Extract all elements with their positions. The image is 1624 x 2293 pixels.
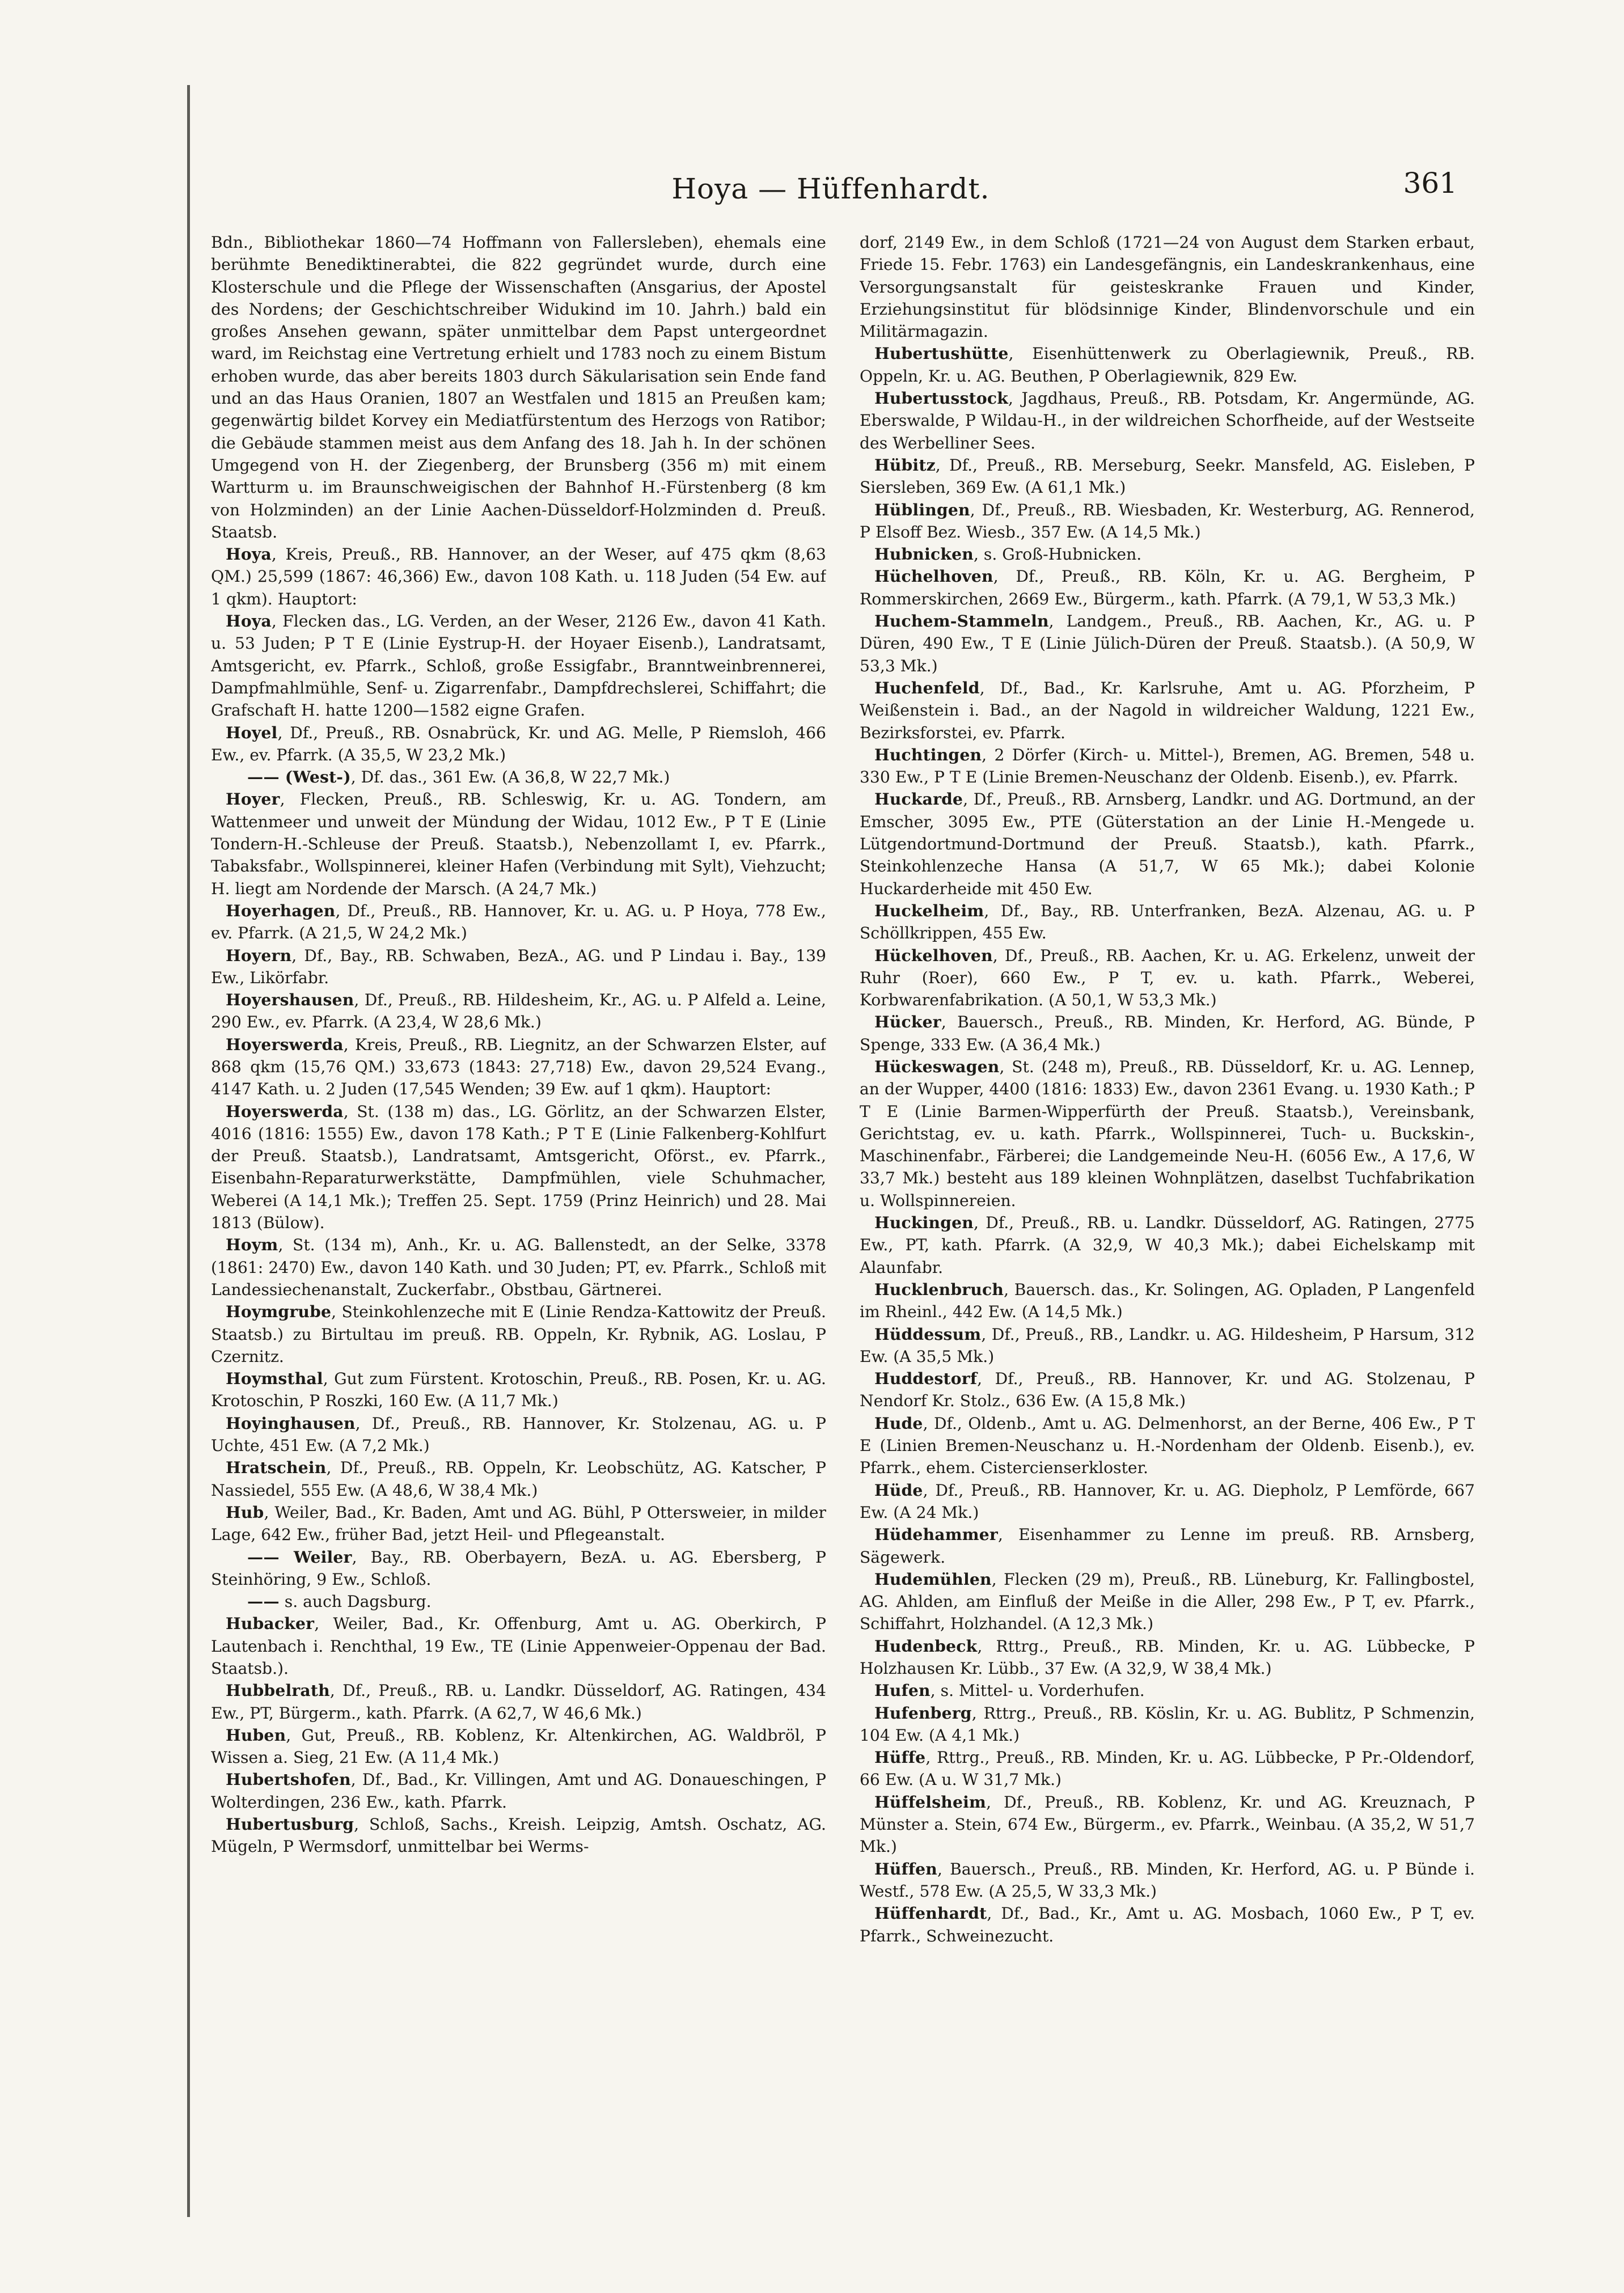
- running-header: [204, 169, 1457, 209]
- entry-text: , St. (248 m), Preuß., RB. Düsseldorf, Kr. u. AG. Lennep, an der Wupper, 4400 (1816: 1833) Ew., davon 2361 Evang. u. 1930 Kath.; P T E (Linie Barmen-Wipperfürth der Preuß. Staatsb.), Vereinsbank, Gerichtstag, ev. u. kath. Pfarrk., Wollspinnerei, Tuch- u. Buckskin-, Maschinenfabr., Färberei; die Landgemeinde Neu-H. (6056 Ew., A 17,6, W 33,7 Mk.) besteht aus 189 kleinen Wohnplätzen, daselbst Tuchfabrikation u. Wollspinnereien.: [860, 1057, 1475, 1210]
- entry-headword: Hubacker: [226, 1614, 315, 1634]
- entry-text: , Bay., RB. Oberbayern, BezA. u. AG. Ebersberg, P Steinhöring, 9 Ew., Schloß.: [211, 1547, 826, 1589]
- entry-headword: Hubertusstock: [874, 389, 1008, 408]
- entry-headword: Hoyer: [226, 790, 280, 809]
- entry-text: , Gut, Preuß., RB. Koblenz, Kr. Altenkirchen, AG. Waldbröl, P Wissen a. Sieg, 21 Ew. (A 11,4 Mk.): [211, 1725, 826, 1767]
- dictionary-entry: [860, 1524, 1475, 1568]
- entry-headword: Hudenbeck: [874, 1636, 978, 1656]
- dictionary-entry: [211, 1813, 826, 1858]
- dictionary-entry: [860, 788, 1475, 899]
- dictionary-entry: [860, 454, 1475, 499]
- dictionary-entry: [860, 677, 1475, 744]
- dictionary-entry: [211, 766, 826, 788]
- dictionary-entry: [211, 1457, 826, 1501]
- entry-headword: Hüde: [874, 1480, 923, 1500]
- entry-text: , Df., Bad., Kr. Villingen, Amt und AG. Donaueschingen, P Wolterdingen, 236 Ew., kath. Pfarrk.: [211, 1770, 826, 1812]
- entry-text: , Rttrg., Preuß., RB. Köslin, Kr. u. AG. Bublitz, P Schmenzin, 104 Ew. (A 4,1 Mk.): [860, 1703, 1475, 1745]
- entry-text: , Eisenhammer zu Lenne im preuß. RB. Arnsberg, Sägewerk.: [860, 1525, 1475, 1567]
- dictionary-entry: [211, 1234, 826, 1301]
- entry-text: , Df., Preuß., RB. Merseburg, Seekr. Mansfeld, AG. Eisleben, P Siersleben, 369 Ew. (A 61,1 Mk.): [860, 455, 1475, 497]
- dictionary-entry: [211, 1546, 826, 1591]
- entry-text: , Df., Bay., RB. Schwaben, BezA., AG. und P Lindau i. Bay., 139 Ew., Likörfabr.: [211, 946, 826, 987]
- entry-text: , Df., Preuß., RB. u. Landkr. Düsseldorf, AG. Ratingen, 2775 Ew., PT, kath. Pfarrk. (A 32,9, W 40,3 Mk.); dabei Eichelskamp mit Alaunfabr.: [860, 1213, 1475, 1277]
- dictionary-entry: [211, 1590, 826, 1613]
- entry-headword: Hoyern: [226, 946, 292, 965]
- entry-headword: Hüffelsheim: [874, 1792, 987, 1812]
- entry-headword: Hubbelrath: [226, 1681, 330, 1700]
- entry-headword: Hoyershausen: [226, 991, 354, 1010]
- dictionary-entry: [860, 1746, 1475, 1791]
- entry-headword: Hüddessum: [874, 1325, 982, 1344]
- entry-text: , Df., Preuß., RB. Köln, Kr. u. AG. Bergheim, P Rommerskirchen, 2669 Ew., Bürgerm., kath. Pfarrk. (A 79,1, W 53,3 Mk.): [860, 567, 1475, 608]
- entry-text: , Bauersch., Preuß., RB. Minden, Kr. Herford, AG. Bünde, P Spenge, 333 Ew. (A 36,4 Mk.): [860, 1013, 1475, 1054]
- dictionary-entry: [860, 543, 1475, 565]
- entry-text: , Eisenhüttenwerk zu Oberlagiewnik, Preuß., RB. Oppeln, Kr. u. AG. Beuthen, P Oberlagiewnik, 829 Ew.: [860, 344, 1475, 386]
- entry-text: , Flecken (29 m), Preuß., RB. Lüneburg, Kr. Fallingbostel, AG. Ahlden, am Einfluß der Meiße in die Aller, 298 Ew., P T, ev. Pfarrk., Schiffahrt, Holzhandel. (A 12,3 Mk.): [860, 1569, 1475, 1634]
- dictionary-entry: [860, 744, 1475, 789]
- dictionary-entry: [860, 1056, 1475, 1212]
- entry-text: , Weiler, Bad., Kr. Baden, Amt und AG. Bühl, P Ottersweier, in milder Lage, 642 Ew., früher Bad, jetzt Heil- und Pflegeanstalt.: [211, 1503, 826, 1545]
- entry-headword: Hubnicken: [874, 545, 974, 564]
- dictionary-entry: [860, 1902, 1475, 1947]
- dictionary-entry: [860, 945, 1475, 1012]
- right-column: [860, 231, 1475, 2171]
- dictionary-entry: [860, 900, 1475, 945]
- entry-headword: Hüdehammer: [874, 1525, 998, 1545]
- entry-headword: Hude: [874, 1414, 923, 1433]
- dictionary-entry: [860, 1858, 1475, 1903]
- dictionary-entry: [211, 231, 826, 543]
- entry-headword: —— (West-): [247, 768, 351, 787]
- entry-headword: Hoyerhagen: [226, 901, 336, 920]
- entry-headword: Hoymgrube: [226, 1302, 332, 1322]
- entry-headword: Hoyel: [226, 723, 278, 742]
- entry-text: , Rttrg., Preuß., RB. Minden, Kr. u. AG. Lübbecke, P Holzhausen Kr. Lübb., 37 Ew. (A 32,9, W 38,4 Mk.): [860, 1636, 1475, 1678]
- entry-text: , Df., Bad., Kr., Amt u. AG. Mosbach, 1060 Ew., P T, ev. Pfarrk., Schweinezucht.: [860, 1904, 1475, 1945]
- entry-headword: Hufen: [874, 1681, 931, 1700]
- entry-headword: Hüblingen: [874, 500, 970, 519]
- entry-text: , Df., Oldenb., Amt u. AG. Delmenhorst, an der Berne, 406 Ew., P T E (Linien Bremen-Neuschanz u. H.-Nordenham der Oldenb. Eisenb.), ev. Pfarrk., ehem. Cistercienserkloster.: [860, 1414, 1475, 1478]
- dictionary-entry: [860, 1323, 1475, 1368]
- entry-text: , s. Groß-Hubnicken.: [973, 545, 1142, 564]
- entry-text: , Landgem., Preuß., RB. Aachen, Kr., AG. u. P Düren, 490 Ew., T E (Linie Jülich-Düren der Preuß. Staatsb.). (A 50,9, W 53,3 Mk.): [860, 612, 1475, 675]
- entry-headword: Huddestorf: [874, 1369, 978, 1389]
- dictionary-entry: [211, 900, 826, 945]
- entry-headword: Hübitz: [874, 455, 936, 475]
- entry-headword: Hoya: [226, 545, 272, 564]
- entry-text: , Df., Preuß., RB. Osnabrück, Kr. und AG. Melle, P Riemsloh, 466 Ew., ev. Pfarrk. (A 35,5, W 23,2 Mk.): [211, 723, 826, 764]
- entry-text: , Steinkohlenzeche mit E (Linie Rendza-Kattowitz der Preuß. Staatsb.) zu Birtultau im preuß. RB. Oppeln, Kr. Rybnik, AG. Loslau, P Czernitz.: [211, 1302, 826, 1366]
- entry-text: , St. (134 m), Anh., Kr. u. AG. Ballenstedt, an der Selke, 3378 (1861: 2470) Ew., davon 140 Kath. und 30 Juden; PT, ev. Pfarrk., Schloß mit Landessiechenanstalt, Zuckerfabr., Obstbau, Gärtnerei.: [211, 1236, 826, 1299]
- dictionary-entry: [860, 1791, 1475, 1858]
- entry-headword: Huckelheim: [874, 901, 984, 920]
- dictionary-entry: [211, 543, 826, 610]
- dictionary-entry: [211, 1769, 826, 1813]
- entry-headword: Hoyinghausen: [226, 1414, 356, 1433]
- entry-headword: Hüffenhardt: [874, 1904, 987, 1923]
- entry-text: , Df., Preuß., RB. Oppeln, Kr. Leobschütz, AG. Katscher, P Nassiedel, 555 Ew. (A 48,6, W 38,4 Mk.): [211, 1458, 826, 1500]
- entry-headword: Hoyerswerda: [226, 1102, 344, 1121]
- entry-text: , St. (138 m) das., LG. Görlitz, an der Schwarzen Elster, 4016 (1816: 1555) Ew., davon 178 Kath.; P T E (Linie Falkenberg-Kohlfurt der Preuß. Staatsb.), Landratsamt, Amtsgericht, Oförst., ev. Pfarrk., Eisenbahn-Reparaturwerkstätte, Dampfmühlen, viele Schuhmacher, Weberei (A 14,1 Mk.); Treffen 25. Sept. 1759 (Prinz Heinrich) und 28. Mai 1813 (Bülow).: [211, 1102, 826, 1233]
- dictionary-entry: [860, 231, 1475, 342]
- entry-text: , Schloß, Sachs., Kreish. Leipzig, Amtsh. Oschatz, AG. Mügeln, P Wermsdorf, unmittelbar bei Werms-: [211, 1815, 826, 1856]
- entry-text: , Df., Preuß., RB. Hannover, Kr. u. AG. u. P Hoya, 778 Ew., ev. Pfarrk. (A 21,5, W 24,2 Mk.): [211, 901, 826, 943]
- entry-headword: Huckarde: [874, 790, 963, 809]
- entry-text: , Df., Preuß., RB. Hannover, Kr. und AG. Stolzenau, P Nendorf Kr. Stolz., 636 Ew. (A 15,8 Mk.): [860, 1369, 1475, 1411]
- dictionary-entry: [211, 1501, 826, 1546]
- page-title: Hoya — Hüffenhardt.: [671, 172, 990, 205]
- dictionary-entry: [860, 1568, 1475, 1635]
- dictionary-entry: [211, 945, 826, 989]
- entry-headword: Huben: [226, 1725, 286, 1745]
- entry-headword: Hückelhoven: [874, 946, 993, 965]
- dictionary-entry: [211, 1412, 826, 1457]
- entry-headword: Hoyerswerda: [226, 1035, 344, 1054]
- entry-text: , Df., Bay., RB. Unterfranken, BezA. Alzenau, AG. u. P Schöllkrippen, 455 Ew.: [860, 901, 1475, 943]
- dictionary-entry: [860, 1635, 1475, 1680]
- entry-headword: Hüchelhoven: [874, 567, 993, 586]
- entry-headword: Huchenfeld: [874, 678, 980, 697]
- dictionary-entry: [860, 499, 1475, 544]
- entry-headword: Hufenberg: [874, 1703, 972, 1723]
- entry-headword: Hüffe: [874, 1748, 926, 1767]
- entry-text: , s. Mittel- u. Vorderhufen.: [930, 1681, 1145, 1700]
- dictionary-entry: [860, 1212, 1475, 1279]
- dictionary-entry: [211, 1613, 826, 1679]
- dictionary-entry: [211, 788, 826, 899]
- entry-text: , Df. das., 361 Ew. (A 36,8, W 22,7 Mk.): [350, 768, 670, 787]
- entry-headword: Hubertusburg: [226, 1815, 354, 1834]
- margin-rule: [187, 85, 190, 2217]
- entry-text: , Kreis, Preuß., RB. Hannover, an der Weser, auf 475 qkm (8,63 QM.) 25,599 (1867: 46,366) Ew., davon 108 Kath. u. 118 Juden (54 Ew. auf 1 qkm). Hauptort:: [211, 545, 826, 608]
- dictionary-entry: [211, 989, 826, 1034]
- entry-text: dorf, 2149 Ew., in dem Schloß (1721—24 von August dem Starken erbaut, Friede 15. Febr. 1763) ein Landesgefängnis, ein Landeskrankenhaus, eine Versorgungsanstalt für geisteskranke Frauen und Kinder, Erziehungsinstitut für blödsinnige Kinder, Blindenvorschule und ein Militärmagazin.: [860, 233, 1475, 341]
- entry-text: , Flecken das., LG. Verden, an der Weser, 2126 Ew., davon 41 Kath. u. 53 Juden; P T E (Linie Eystrup-H. der Hoyaer Eisenb.), Landratsamt, Amtsgericht, ev. Pfarrk., Schloß, große Essigfabr., Branntweinbrennerei, Dampfmahlmühle, Senf- u. Zigarrenfabr., Dampfdrechslerei, Schiffahrt; die Grafschaft H. hatte 1200—1582 eigne Grafen.: [211, 612, 826, 720]
- entry-headword: ——: [247, 1592, 280, 1611]
- entry-text: , Df., Preuß., RB. Hildesheim, Kr., AG. u. P Alfeld a. Leine, 290 Ew., ev. Pfarrk. (A 23,4, W 28,6 Mk.): [211, 991, 826, 1032]
- entry-headword: Hub: [226, 1503, 264, 1522]
- entry-headword: Hucklenbruch: [874, 1280, 1004, 1299]
- dictionary-entry: [860, 1279, 1475, 1323]
- entry-headword: Huckingen: [874, 1213, 974, 1233]
- entry-text: , Bauersch., Preuß., RB. Minden, Kr. Herford, AG. u. P Bünde i. Westf., 578 Ew. (A 25,5, W 33,3 Mk.): [860, 1859, 1475, 1901]
- dictionary-entry: [211, 1368, 826, 1412]
- left-column: [211, 231, 826, 2171]
- entry-text: , Df., Preuß., RB. Wiesbaden, Kr. Westerburg, AG. Rennerod, P Elsoff Bez. Wiesb., 357 Ew. (A 14,5 Mk.): [860, 500, 1475, 541]
- dictionary-entry: [211, 1101, 826, 1234]
- entry-text: , Df., Preuß., RB. Aachen, Kr. u. AG. Erkelenz, unweit der Ruhr (Roer), 660 Ew., P T, ev. u. kath. Pfarrk., Weberei, Korbwarenfabrikation. (A 50,1, W 53,3 Mk.): [860, 946, 1475, 1010]
- dictionary-entry: [211, 1034, 826, 1101]
- entry-text: , Df., Preuß., RB., Landkr. u. AG. Hildesheim, P Harsum, 312 Ew. (A 35,5 Mk.): [860, 1325, 1475, 1366]
- entry-text: , Kreis, Preuß., RB. Liegnitz, an der Schwarzen Elster, auf 868 qkm (15,76 QM.) 33,673 (1843: 27,718) Ew., davon 29,524 Evang., 4147 Kath. u. 2 Juden (17,545 Wenden; 39 Ew. auf 1 qkm). Hauptort:: [211, 1035, 826, 1099]
- dictionary-entry: [860, 565, 1475, 610]
- entry-headword: Hudemühlen: [874, 1569, 992, 1589]
- page-number: 361: [1403, 167, 1457, 200]
- entry-text: , Df., Preuß., RB. u. Landkr. Düsseldorf, AG. Ratingen, 434 Ew., PT, Bürgerm., kath. Pfarrk. (A 62,7, W 46,6 Mk.): [211, 1681, 826, 1723]
- dictionary-entry: [211, 1724, 826, 1769]
- dictionary-entry: [860, 1702, 1475, 1747]
- entry-text: , Flecken, Preuß., RB. Schleswig, Kr. u. AG. Tondern, am Wattenmeer und unweit der Mündung der Widau, 1012 Ew., P T E (Linie Tondern-H.-Schleuse der Preuß. Staatsb.), Nebenzollamt I, ev. Pfarrk., Tabaksfabr., Wollspinnerei, kleiner Hafen (Verbindung mit Sylt), Viehzucht; H. liegt am Nordende der Marsch. (A 24,7 Mk.): [211, 790, 826, 898]
- dictionary-entry: [860, 1479, 1475, 1524]
- dictionary-entry: [860, 610, 1475, 677]
- dictionary-entry: [860, 1011, 1475, 1056]
- entry-headword: Hücker: [874, 1013, 941, 1032]
- entry-text: , Weiler, Bad., Kr. Offenburg, Amt u. AG. Oberkirch, P Lautenbach i. Renchthal, 19 Ew., TE (Linie Appenweier-Oppenau der Bad. Staatsb.).: [211, 1614, 826, 1678]
- dictionary-entry: [860, 342, 1475, 387]
- entry-headword: Huchtingen: [874, 745, 982, 764]
- entry-headword: Hoym: [226, 1236, 278, 1255]
- entry-headword: Hückeswagen: [874, 1057, 1000, 1076]
- entry-text: , Df., Preuß., RB. Hannover, Kr. Stolzenau, AG. u. P Uchte, 451 Ew. (A 7,2 Mk.): [211, 1414, 826, 1456]
- dictionary-entry: [860, 1412, 1475, 1479]
- dictionary-entry: [211, 722, 826, 767]
- dictionary-entry: [211, 1301, 826, 1368]
- dictionary-entry: [860, 1679, 1475, 1702]
- dictionary-entry: [860, 387, 1475, 454]
- entry-text: s. auch Dagsburg.: [279, 1592, 432, 1611]
- entry-text: , Df., Bad., Kr. Karlsruhe, Amt u. AG. Pforzheim, P Weißenstein i. Bad., an der Nagold in wildreicher Waldung, 1221 Ew., Bezirksforstei, ev. Pfarrk.: [860, 678, 1475, 742]
- entry-headword: Hüffen: [874, 1859, 938, 1879]
- entry-text: , Gut zum Fürstent. Krotoschin, Preuß., RB. Posen, Kr. u. AG. Krotoschin, P Roszki, 160 Ew. (A 11,7 Mk.): [211, 1369, 826, 1411]
- entry-text: , Df., Preuß., RB. Koblenz, Kr. und AG. Kreuznach, P Münster a. Stein, 674 Ew., Bürgerm., ev. Pfarrk., Weinbau. (A 35,2, W 51,7 Mk.): [860, 1792, 1475, 1856]
- entry-headword: Hubertushütte: [874, 344, 1009, 363]
- entry-text: , Jagdhaus, Preuß., RB. Potsdam, Kr. Angermünde, AG. Eberswalde, P Wildau-H., in der wildreichen Schorfheide, auf der Westseite des Werbelliner Sees.: [860, 389, 1475, 452]
- entry-text: , Df., Preuß., RB. Arnsberg, Landkr. und AG. Dortmund, an der Emscher, 3095 Ew., PTE (Güterstation an der Linie H.-Mengede u. Lütgendortmund-Dortmund der Preuß. Staatsb.), kath. Pfarrk., Steinkohlenzeche Hansa (A 51,7, W 65 Mk.); dabei Kolonie Huckarderheide mit 450 Ew.: [860, 790, 1475, 898]
- entry-headword: Hoya: [226, 612, 272, 631]
- entry-text: , Df., Preuß., RB. Hannover, Kr. u. AG. Diepholz, P Lemförde, 667 Ew. (A 24 Mk.): [860, 1480, 1475, 1522]
- entry-headword: Hubertshofen: [226, 1770, 351, 1789]
- entry-headword: Hratschein: [226, 1458, 327, 1478]
- entry-headword: Huchem-Stammeln: [874, 612, 1049, 631]
- entry-headword: Hoymsthal: [226, 1369, 323, 1389]
- dictionary-entry: [211, 1679, 826, 1724]
- entry-headword: —— Weiler: [247, 1547, 352, 1567]
- dictionary-entry: [211, 610, 826, 721]
- dictionary-entry: [860, 1368, 1475, 1412]
- entry-text: , 2 Dörfer (Kirch- u. Mittel-), Bremen, AG. Bremen, 548 u. 330 Ew., P T E (Linie Bremen-Neuschanz der Oldenb. Eisenb.), ev. Pfarrk.: [860, 745, 1475, 787]
- entry-text: , Rttrg., Preuß., RB. Minden, Kr. u. AG. Lübbecke, P Pr.-Oldendorf, 66 Ew. (A u. W 31,7 Mk.): [860, 1748, 1475, 1789]
- entry-text: Bdn., Bibliothekar 1860—74 Hoffmann von Fallersleben), ehemals eine berühmte Benediktinerabtei, die 822 gegründet wurde, durch eine Klosterschule und die Pflege der Wissenschaften (Ansgarius, der Apostel des Nordens; der Geschichtschreiber Widukind im 10. Jahrh.) bald ein großes Ansehen gewann, später unmittelbar dem Papst untergeordnet ward, im Reichstag eine Vertretung erhielt und 1783 noch zu einem Bistum erhoben wurde, das aber bereits 1803 durch Säkularisation sein Ende fand und an das Haus Oranien, 1807 an Westfalen und 1815 an Preußen kam; gegenwärtig bildet Korvey ein Mediatfürstentum des Herzogs von Ratibor; die Gebäude stammen meist aus dem Anfang des 18. Jah h. In der schönen Umgegend von H. der Ziegenberg, der Brunsberg (356 m) mit einem Wartturm u. im Braunschweigischen der Bahnhof H.-Fürstenberg (8 km von Holzminden) an der Linie Aachen-Düsseldorf-Holzminden d. Preuß. Staatsb.: [211, 233, 826, 541]
- entry-text: , Bauersch. das., Kr. Solingen, AG. Opladen, P Langenfeld im Rheinl., 442 Ew. (A 14,5 Mk.): [860, 1280, 1475, 1322]
